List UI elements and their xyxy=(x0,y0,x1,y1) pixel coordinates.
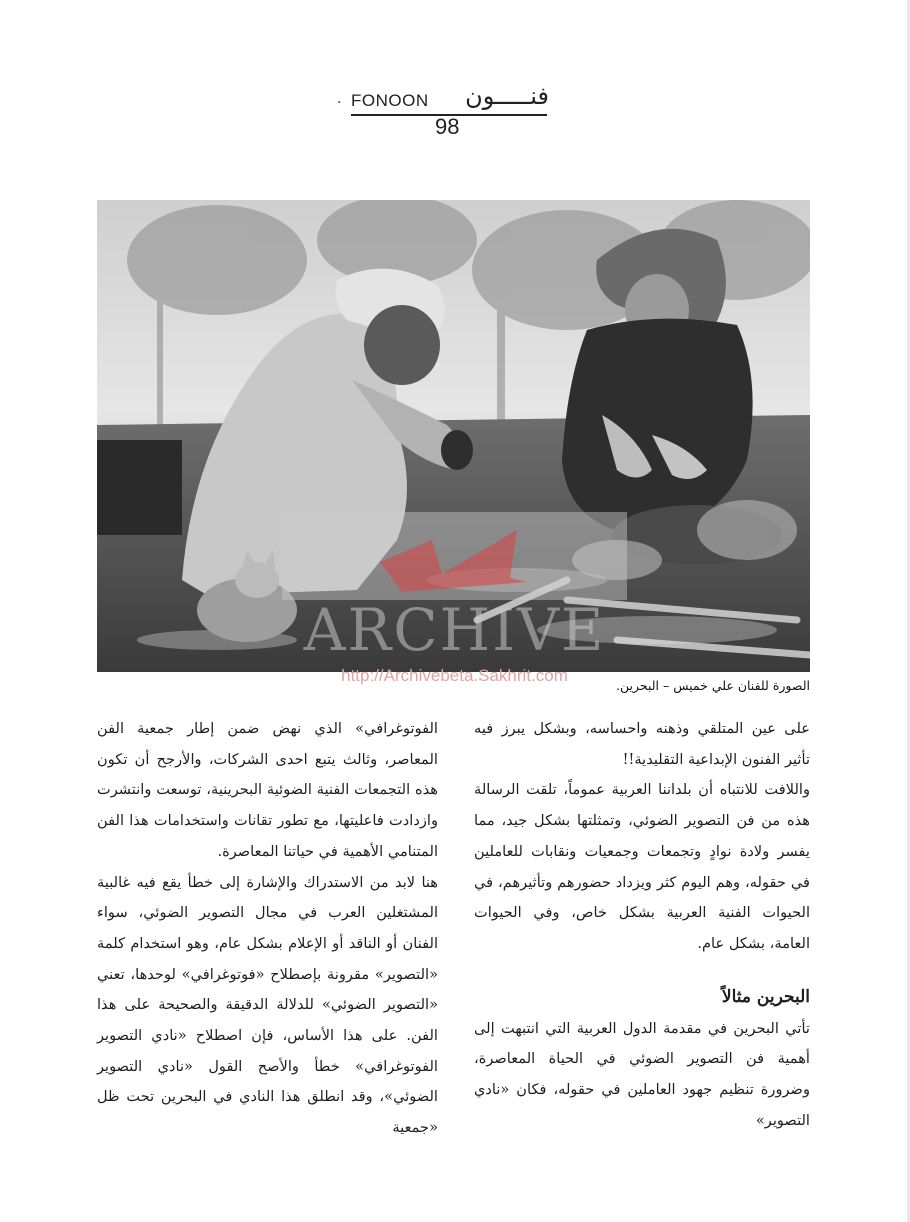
photo-caption: الصورة للفنان علي خميس – البحرين. xyxy=(616,678,810,693)
wooden-box xyxy=(97,440,182,535)
watermark-word: ARCHIVE xyxy=(303,596,606,664)
watermark-emblem xyxy=(282,512,627,600)
magazine-name-arabic: فنـــــون xyxy=(465,82,549,110)
article-column-left xyxy=(97,714,438,1144)
magazine-name-latin: FONOON xyxy=(351,91,429,110)
watermark-url: http://Archivebeta.Sakhrit.com xyxy=(341,666,568,685)
page-number: 98 xyxy=(435,114,460,139)
watermark-logo-box xyxy=(282,512,627,600)
paragraph: على عين المتلقي وذهنه واحساسه، وبشكل يبرز فيه تأثير الفنون الإبداعية التقليدية!! xyxy=(474,720,810,768)
paragraph: واللافت للانتباه أن بلداننا العربية عموماً، تلقت الرسالة هذه من فن التصوير الضوئي، وتمثلتها بشكل جيد، مما يفسر ولادة نوادٍ وتجمعات وجمعيات ونقابات للعاملين في حقوله، وهم اليوم كثر ويزداد حضورهم وتأثيرهم، في الحيوات الفنية العربية بشكل خاص، وفي الحيوات العامة، بشكل عام. xyxy=(474,781,810,952)
article-column-right xyxy=(474,714,810,1136)
page-header xyxy=(337,82,555,146)
paragraph: الفوتوغرافي» الذي نهض ضمن إطار جمعية الفن المعاصر، وثالث يتبع احدى الشركات، والأرجح أن تكون هذه التجمعات الفنية الضوئية البحرينية، توسعت وانتشرت وازدادت فاعليتها، مع تطور تقانات واستخدامات هذا الفن المتنامي الأهمية في حياتنا المعاصرة. xyxy=(97,720,438,860)
paragraph: تأتي البحرين في مقدمة الدول العربية التي انتبهت إلى أهمية فن التصوير الضوئي في الحياة المعاصرة، وضرورة تنظيم جهود العاملين في حقوله، فكان «نادي التصوير» xyxy=(474,1019,810,1129)
header-marker: . xyxy=(337,91,342,107)
section-heading: البحرين مثالاً xyxy=(721,986,810,1007)
paragraph: هنا لابد من الاستدراك والإشارة إلى خطأ يقع فيه غالبية المشتغلين العرب في مجال التصوير الضوئي، سواء الفنان أو الناقد أو الإعلام بشكل عام، وهو استخدام كلمة «التصوير» مقرونة بإصطلاح «فوتوغرافي» لوحدها، تعني «التصوير الضوئي» للدلالة الدقيقة والصحيحة على هذا الفن. على هذا الأساس، فإن اصطلاح «نادي التصوير الفوتوغرافي» خطأ والأصح القول «نادي التصوير الضوئي»، وقد انطلق هذا النادي في البحرين تحت ظل «جمعية xyxy=(97,873,438,1137)
